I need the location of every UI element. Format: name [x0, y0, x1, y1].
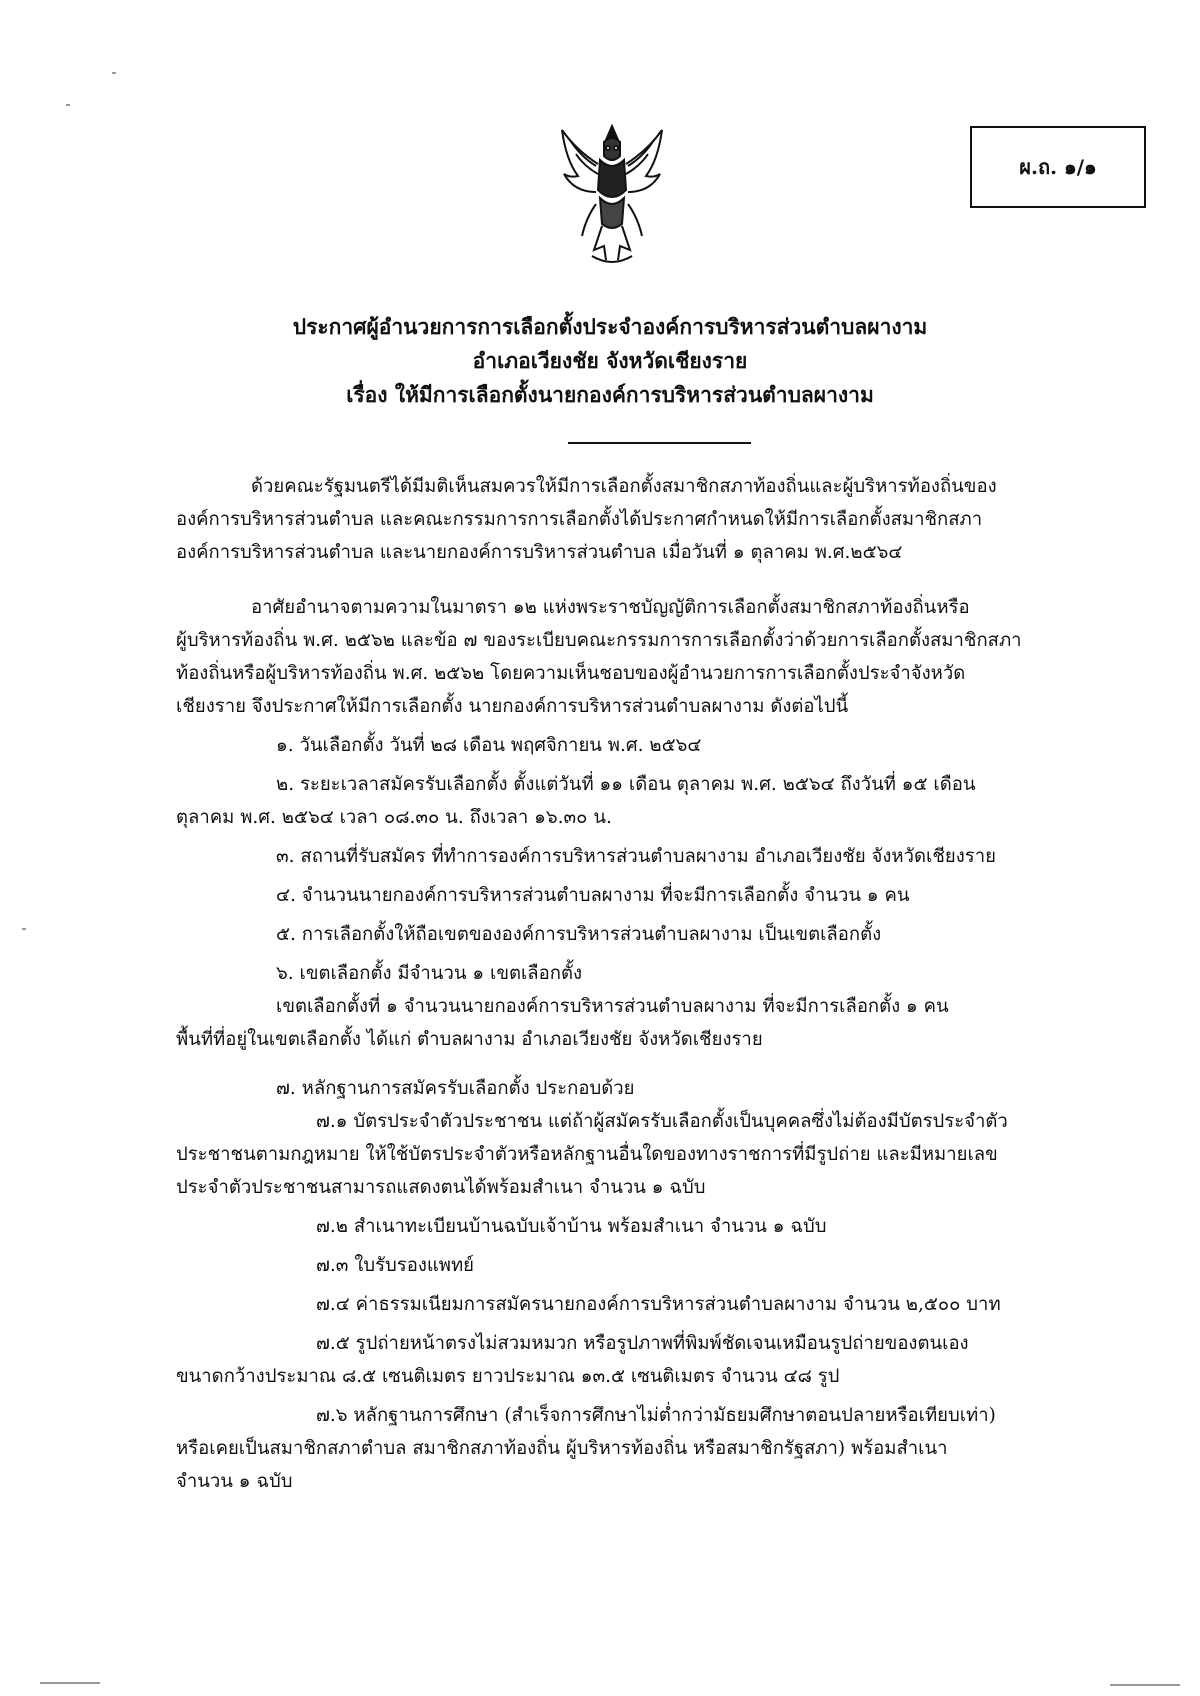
item-5: ๕. การเลือกตั้งให้ถือเขตขององค์การบริหารส่วนตำบลผางาม เป็นเขตเลือกตั้ง: [276, 924, 882, 945]
item-7-1-line-3: ประจำตัวประชาชนสามารถแสดงตนได้พร้อมสำเนา จำนวน ๑ ฉบับ: [176, 1177, 706, 1198]
para2-line-4: เชียงราย จึงประกาศให้มีการเลือกตั้ง นายกองค์การบริหารส่วนตำบลผางาม ดังต่อไปนี้: [176, 696, 849, 717]
title-line-3: เรื่อง ให้มีการเลือกตั้งนายกองค์การบริหารส่วนตำบลผางาม: [346, 382, 874, 407]
item-7-1-line-1: ๗.๑ บัตรประจำตัวประชาชน แต่ถ้าผู้สมัครรับเลือกตั้งเป็นบุคคลซึ่งไม่ต้องมีบัตรประจำตัว: [316, 1111, 1008, 1132]
title-divider: [568, 442, 751, 444]
item-6: ๖. เขตเลือกตั้ง มีจำนวน ๑ เขตเลือกตั้ง: [276, 963, 582, 984]
item-1: ๑. วันเลือกตั้ง วันที่ ๒๘ เดือน พฤศจิกายน พ.ศ. ๒๕๖๔: [276, 735, 702, 756]
item-7-6-line-3: จำนวน ๑ ฉบับ: [176, 1471, 293, 1492]
scan-speck: [1110, 1684, 1180, 1686]
item-7-6-line-1: ๗.๖ หลักฐานการศึกษา (สำเร็จการศึกษาไม่ต่ำกว่ามัธยมศึกษาตอนปลายหรือเทียบเท่า): [316, 1405, 996, 1426]
para1-line-2: องค์การบริหารส่วนตำบล และคณะกรรมการการเลือกตั้งได้ประกาศกำหนดให้มีการเลือกตั้งสมาชิกสภา: [176, 509, 983, 530]
title-line-1: ประกาศผู้อำนวยการการเลือกตั้งประจำองค์การบริหารส่วนตำบลผางาม: [292, 314, 928, 339]
scan-speck: [22, 928, 26, 930]
scan-speck: [112, 72, 116, 74]
item-list: [176, 729, 1088, 1498]
item-3: ๓. สถานที่รับสมัคร ที่ทำการองค์การบริหารส่วนตำบลผางาม อำเภอเวียงชัย จังหวัดเชียงราย: [276, 846, 996, 867]
form-code-label: ผ.ถ. ๑/๑: [1019, 155, 1097, 179]
para1-line-1: ด้วยคณะรัฐมนตรีได้มีมติเห็นสมควรให้มีการเลือกตั้งสมาชิกสภาท้องถิ่นและผู้บริหารท้องถิ่นของ: [251, 476, 997, 497]
scan-speck: [66, 104, 70, 106]
paragraph-1: [176, 470, 1088, 569]
para2-line-2: ผู้บริหารท้องถิ่น พ.ศ. ๒๕๖๒ และข้อ ๗ ของระเบียบคณะกรรมการการเลือกตั้งว่าด้วยการเลือกตั้งสมาชิกสภา: [176, 630, 1022, 651]
item-2-line-1: ๒. ระยะเวลาสมัครรับเลือกตั้ง ตั้งแต่วันที่ ๑๑ เดือน ตุลาคม พ.ศ. ๒๕๖๔ ถึงวันที่ ๑๕ เดือน: [276, 774, 976, 795]
para1-line-3: องค์การบริหารส่วนตำบล และนายกองค์การบริหารส่วนตำบล เมื่อวันที่ ๑ ตุลาคม พ.ศ.๒๕๖๔: [176, 542, 903, 563]
announcement-body: [176, 470, 1088, 1498]
garuda-emblem: [556, 120, 668, 270]
item-7-5-line-2: ขนาดกว้างประมาณ ๘.๕ เซนติเมตร ยาวประมาณ ๑๓.๕ เซนติเมตร จำนวน ๔๘ รูป: [176, 1366, 840, 1387]
item-2-line-2: ตุลาคม พ.ศ. ๒๕๖๔ เวลา ๐๘.๓๐ น. ถึงเวลา ๑๖.๓๐ น.: [176, 807, 612, 828]
item-7-2: ๗.๒ สำเนาทะเบียนบ้านฉบับเจ้าบ้าน พร้อมสำเนา จำนวน ๑ ฉบับ: [316, 1216, 827, 1237]
item-6-sub-line-2: พื้นที่ที่อยู่ในเขตเลือกตั้ง ได้แก่ ตำบลผางาม อำเภอเวียงชัย จังหวัดเชียงราย: [176, 1029, 763, 1050]
item-7-3: ๗.๓ ใบรับรองแพทย์: [316, 1255, 475, 1276]
item-4: ๔. จำนวนนายกองค์การบริหารส่วนตำบลผางาม ที่จะมีการเลือกตั้ง จำนวน ๑ คน: [276, 885, 910, 906]
item-7: ๗. หลักฐานการสมัครรับเลือกตั้ง ประกอบด้วย: [276, 1078, 635, 1099]
form-code-box: [970, 126, 1146, 208]
paragraph-2: [176, 591, 1088, 723]
item-7-6-line-2: หรือเคยเป็นสมาชิกสภาตำบล สมาชิกสภาท้องถิ่น ผู้บริหารท้องถิ่น หรือสมาชิกรัฐสภา) พร้อมสำเนา: [176, 1438, 948, 1459]
item-7-1-line-2: ประชาชนตามกฎหมาย ให้ใช้บัตรประจำตัวหรือหลักฐานอื่นใดของทางราชการที่มีรูปถ่าย และมีหมายเลข: [176, 1144, 998, 1165]
item-6-sub-line-1: เขตเลือกตั้งที่ ๑ จำนวนนายกองค์การบริหารส่วนตำบลผางาม ที่จะมีการเลือกตั้ง ๑ คน: [276, 996, 949, 1017]
item-7-5-line-1: ๗.๕ รูปถ่ายหน้าตรงไม่สวมหมวก หรือรูปภาพที่พิมพ์ชัดเจนเหมือนรูปถ่ายของตนเอง: [316, 1333, 969, 1354]
para2-line-3: ท้องถิ่นหรือผู้บริหารท้องถิ่น พ.ศ. ๒๕๖๒ โดยความเห็นชอบของผู้อำนวยการการเลือกตั้งประจำจังหวัด: [176, 663, 966, 684]
scan-speck: [40, 1682, 100, 1684]
para2-line-1: อาศัยอำนาจตามความในมาตรา ๑๒ แห่งพระราชบัญญัติการเลือกตั้งสมาชิกสภาท้องถิ่นหรือ: [251, 597, 970, 618]
announcement-title: [200, 310, 1020, 412]
item-7-4: ๗.๔ ค่าธรรมเนียมการสมัครนายกองค์การบริหารส่วนตำบลผางาม จำนวน ๒,๕๐๐ บาท: [316, 1294, 1001, 1315]
title-line-2: อำเภอเวียงชัย จังหวัดเชียงราย: [472, 348, 748, 373]
